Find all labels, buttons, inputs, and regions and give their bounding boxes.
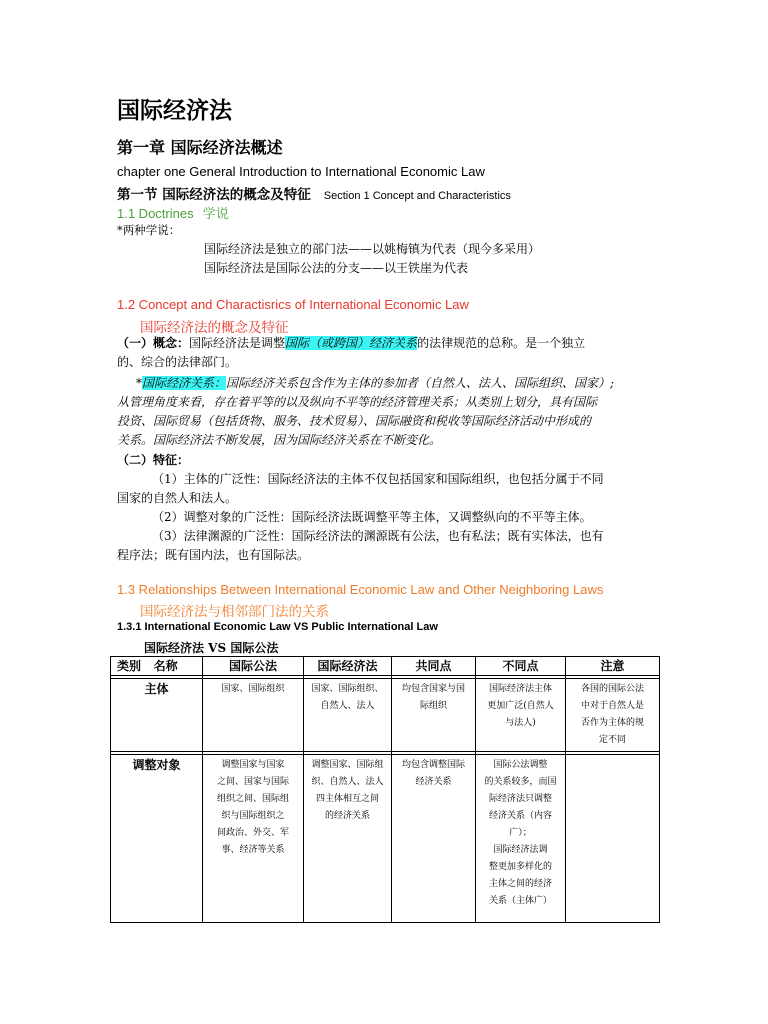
cell-line: 织与国际组织之: [221, 811, 285, 821]
header-category-name: [111, 657, 203, 676]
cell-line: 广）；: [509, 828, 532, 838]
s11-cn: 学说: [202, 207, 229, 222]
s12-en: 1.2 Concept and Charactisrics of International Economic Law: [117, 297, 469, 312]
feature-2-line-1: （2）调整对象的广泛性：国际经济法既调整平等主体，又调整纵向的不平等主体。: [152, 510, 592, 524]
s11-heading: [117, 203, 229, 222]
table-header-row: [111, 657, 660, 676]
cell-line: 自然人、法人: [320, 701, 375, 711]
two-doctrines: *两种学说：: [117, 223, 181, 237]
header-note: 注意: [566, 657, 660, 676]
header-name: 名称: [153, 659, 178, 673]
row-label: 主体: [111, 679, 203, 752]
cell-line: 事、经济等关系: [221, 845, 285, 855]
relations-line-1: [136, 373, 614, 393]
table-cell: [304, 755, 392, 923]
table-cell: [476, 679, 566, 752]
relations-highlight: 国际经济关系：: [142, 376, 227, 390]
concept-highlight: 国际（或跨国）经济关系: [285, 336, 418, 350]
header-common: 共同点: [392, 657, 476, 676]
header-difference: 不同点: [476, 657, 566, 676]
table-cell: [304, 679, 392, 752]
cell-line: 中对于自然人是: [580, 701, 644, 711]
feature-1-line-1: （1）主体的广泛性：国际经济法的主体不仅包括国家和国际组织，也包括分属于不同: [152, 472, 604, 486]
table-cell: [203, 679, 304, 752]
vs-cn: 国际经济法 VS 国际公法: [144, 641, 279, 655]
table-cell: [566, 755, 660, 923]
feature-1-line-2: 国家的自然人和法人。: [117, 491, 238, 505]
relations-line-4: 关系。国际经济法不断发展，因为国际经济关系在不断变化。: [117, 433, 442, 447]
concept-pre: 国际经济法是调整: [189, 336, 286, 350]
table-cell: [566, 679, 660, 752]
cell-line: 四主体相互之间: [315, 794, 379, 804]
s11-en: 1.1 Doctrines: [117, 206, 194, 221]
cell-line: 调整国家与国家: [221, 760, 285, 770]
cell-line: 与法人): [505, 718, 536, 728]
s13-cn: 国际经济法与相邻部门法的关系: [140, 604, 329, 620]
cell-line: 织、自然人、法人: [311, 777, 384, 787]
table-row: [111, 679, 660, 752]
cell-line: 调整国家、国际组: [311, 760, 384, 770]
relations-line-2: 从管理角度来看，存在着平等的以及纵向不平等的经济管理关系；从类别上划分，具有国际: [117, 395, 598, 409]
cell-line: 之间、国家与国际: [216, 777, 289, 787]
header-economic-law: 国际经济法: [304, 657, 392, 676]
cell-line: 国际公法调整: [493, 760, 548, 770]
cell-line: 否作为主体的规: [580, 718, 644, 728]
section-en: Section 1 Concept and Characteristics: [323, 190, 511, 202]
section-cn: 第一节 国际经济法的概念及特征: [117, 187, 311, 203]
cell-line: 定不同: [598, 735, 626, 745]
feature-label: （二）特征：: [117, 453, 190, 467]
cell-line: 各国的国际公法: [580, 684, 644, 694]
cell-line: 更加广泛(自然人: [487, 701, 554, 711]
feature-3-line-2: 程序法；既有国内法，也有国际法。: [117, 548, 310, 562]
relations-star: *: [136, 376, 142, 390]
cell-line: 关系（主体广）: [488, 896, 552, 906]
cell-line: 的经济关系: [324, 811, 370, 821]
concept-label-2: 概念：: [153, 336, 190, 350]
cell-line: 的关系较多，而国: [484, 777, 557, 787]
chapter-title: 第一章 国际经济法概述: [117, 138, 283, 157]
doc-title: 国际经济法: [117, 97, 232, 124]
cell-line: 经济关系（内容: [488, 811, 552, 821]
cell-line: 国家、国际组织: [221, 684, 285, 694]
cell-line: 国家、国际组织、: [311, 684, 384, 694]
header-category: 类别: [117, 659, 142, 673]
table-cell: [392, 679, 476, 752]
header-public-law: 国际公法: [203, 657, 304, 676]
cell-line: 主体之间的经济: [488, 879, 552, 889]
doctrine-2: 国际经济法是国际公法的分支——以王铁崖为代表: [204, 261, 469, 275]
table-cell: [392, 755, 476, 923]
s13-en: 1.3 Relationships Between International Economic Law and Other Neighboring Laws: [117, 582, 604, 597]
cell-line: 际组织: [419, 701, 447, 711]
relations-line-3: 投资、国际贸易（包括货物、服务、技术贸易）、国际融资和税收等国际经济活动中形成的: [117, 414, 592, 428]
table-row: [111, 755, 660, 923]
concept-label: （一）: [117, 336, 154, 350]
chapter-en: chapter one General Introduction to International Economic Law: [117, 164, 485, 179]
s12-cn: 国际经济法的概念及特征: [140, 320, 289, 336]
cell-line: 组织之间、国际组: [216, 794, 289, 804]
concept-line-1: [117, 333, 585, 353]
comparison-table: [110, 656, 660, 923]
cell-line: 际经济法只调整: [488, 794, 552, 804]
cell-line: 均包含调整国际: [401, 760, 465, 770]
cell-line: 均包含国家与国: [401, 684, 465, 694]
cell-line: 国际经济法主体: [488, 684, 552, 694]
cell-line: 间政治、外交、军: [216, 828, 289, 838]
cell-line: 整更加多样化的: [488, 862, 552, 872]
table-cell: [476, 755, 566, 923]
concept-line-2: 的、综合的法律部门。: [117, 355, 238, 369]
s131-heading: 1.3.1 International Economic Law VS Public International Law: [117, 621, 438, 633]
row-label: 调整对象: [111, 755, 203, 923]
concept-post: 的法律规范的总称。是一个独立: [417, 336, 586, 350]
section-heading: [117, 183, 511, 203]
cell-line: 经济关系: [415, 777, 452, 787]
cell-line: 国际经济法调: [493, 845, 548, 855]
doctrine-1: 国际经济法是独立的部门法——以姚梅镇为代表（现今多采用）: [204, 242, 541, 256]
table-cell: [203, 755, 304, 923]
relations-text-1: 国际经济关系包含作为主体的参加者（自然人、法人、国际组织、国家）;: [226, 376, 615, 390]
feature-3-line-1: （3）法律渊源的广泛性：国际经济法的渊源既有公法，也有私法；既有实体法，也有: [152, 529, 604, 543]
